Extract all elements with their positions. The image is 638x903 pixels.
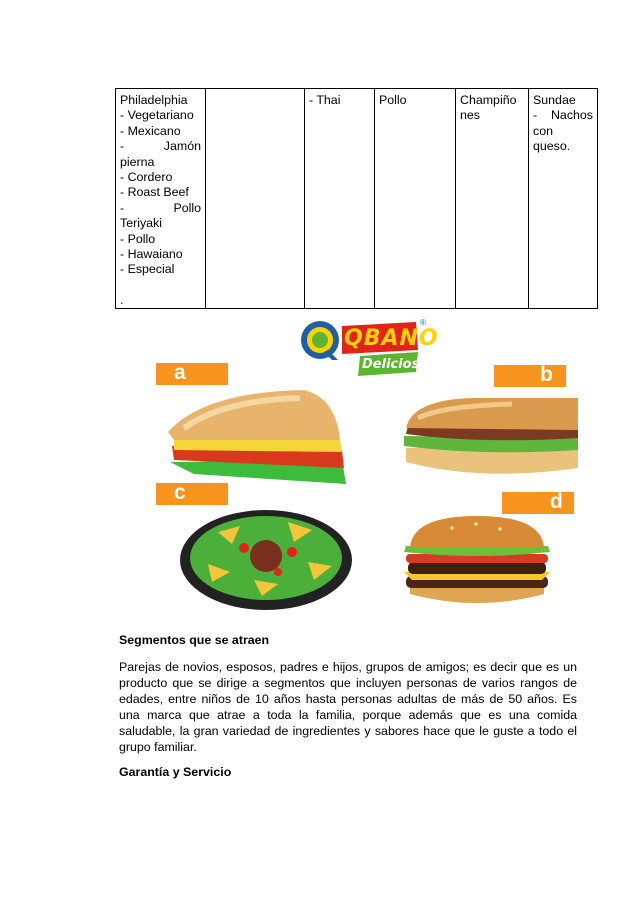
beans-shape [250,540,282,572]
patty-shape [408,562,546,574]
cell-line: - Thai [309,93,341,107]
table-cell-pollo [375,89,456,309]
bread-shape [168,390,340,440]
triangular-sandwich-image [164,388,346,486]
warranty-heading: Garantía y Servicio [119,765,232,779]
label-a: a [156,363,228,385]
cell-line: - Roast Beef [120,185,189,200]
qbano-product-collage [152,312,578,616]
bottom-bun-shape [410,586,544,603]
tomato-piece [274,568,282,576]
table-cell-desserts [529,89,598,309]
cell-word: Nachos [550,108,593,123]
menu-table [115,88,598,309]
logo-registered-mark: ® [420,318,426,327]
table-row [116,89,598,309]
cell-word: - [533,108,538,123]
cell-line: - Cordero [120,170,173,185]
cell-line: queso. [533,139,571,154]
tomato-piece [239,543,249,553]
hamburger-image [402,516,552,612]
cell-word: Pollo [173,200,201,215]
tomato-piece [287,547,297,557]
top-bun-shape [410,516,544,548]
cheese-shape [174,438,342,452]
cell-line-justified [533,108,593,123]
sesame-seed [450,526,453,529]
cell-line: Sundae [533,93,576,107]
logo-tagline: Delicioso! [362,357,435,372]
cell-line: - Hawaiano [120,247,183,262]
cell-line: Teriyaki [120,216,162,231]
cell-line: nes [460,108,480,123]
cell-line: . [120,292,124,307]
nachos-salad-image [178,502,354,612]
sesame-seed [498,527,501,530]
cell-line: pierna [120,154,155,169]
cell-line: Philadelphia [120,93,188,107]
cell-word: Jamón [163,139,201,154]
segments-paragraph: Parejas de novios, esposos, padres e hijos, grupos de amigos; es decir que es un producto que se dirige a segmentos que incluyen personas de varios rangos de edades, entre niños de 10 años hasta personas adultas de más de 50 años. Es una marca que atrae a toda la familia, porque además que es una comida saludable, la gran variedad de ingredientes y sabores hace que le guste a todo el grupo familiar. [119,660,577,754]
logo-q-center [312,332,328,348]
cell-line: - Especial [120,262,175,277]
cell-word: - [120,200,125,215]
cell-line: - Mexicano [120,123,181,138]
qbano-logo [298,314,439,386]
sub-sandwich-image [402,398,578,484]
label-b: b [494,365,566,387]
cell-line: con [533,123,553,138]
cell-line-justified [120,139,201,154]
segments-heading: Segmentos que se atraen [119,633,270,647]
table-cell-thai [305,89,375,309]
cell-line: - Vegetariano [120,108,194,123]
table-cell-sandwiches [116,89,206,309]
cell-line: Pollo [379,93,407,107]
cell-word: - [120,139,125,154]
logo-text: QBANO [344,326,439,351]
table-cell-empty [206,89,305,309]
table-cell-champinones [456,89,529,309]
label-d: d [502,492,574,514]
cell-line-justified [120,201,201,216]
cell-line: Champiño [460,93,517,107]
sesame-seed [474,522,477,525]
label-c: c [156,483,228,505]
cell-line: - Pollo [120,231,156,246]
